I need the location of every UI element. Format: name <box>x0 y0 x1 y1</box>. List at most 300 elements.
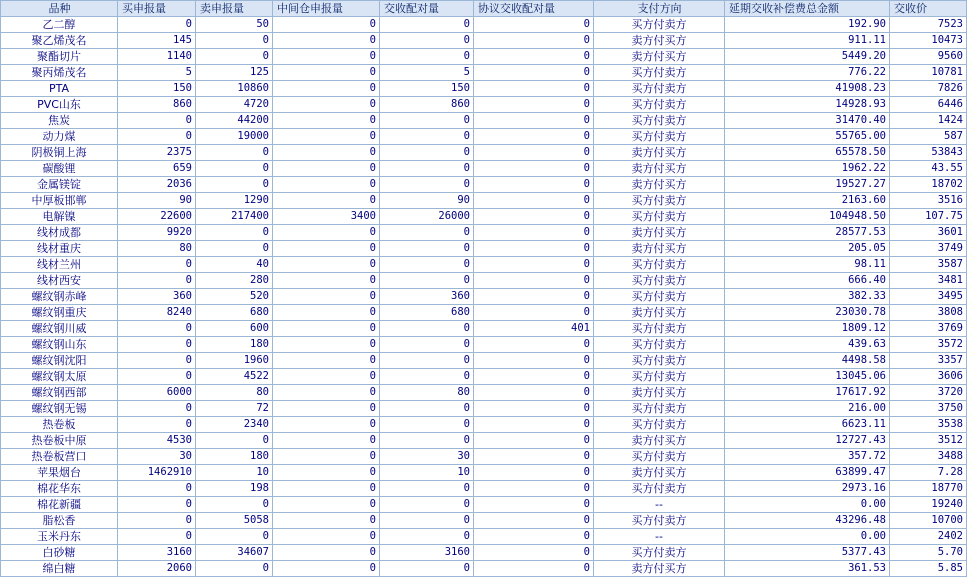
cell-buy-qty: 0 <box>118 481 196 497</box>
cell-agreement-qty: 0 <box>474 369 594 385</box>
cell-middle-qty: 0 <box>273 97 380 113</box>
cell-delivery-price: 7523 <box>890 17 967 33</box>
cell-buy-qty: 6000 <box>118 385 196 401</box>
cell-payment-direction: 卖方付买方 <box>594 561 725 577</box>
table-row <box>1 209 967 225</box>
cell-middle-qty: 0 <box>273 481 380 497</box>
header-payment-direction: 支付方向 <box>594 1 725 17</box>
cell-delivery-price: 18702 <box>890 177 967 193</box>
cell-variety: 乙二醇 <box>1 17 118 33</box>
cell-middle-qty: 0 <box>273 321 380 337</box>
cell-sell-qty: 0 <box>196 225 273 241</box>
cell-compensation-total: 43296.48 <box>725 513 890 529</box>
cell-sell-qty: 180 <box>196 449 273 465</box>
cell-buy-qty: 2060 <box>118 561 196 577</box>
cell-matched-qty: 0 <box>380 321 474 337</box>
cell-sell-qty: 10 <box>196 465 273 481</box>
cell-middle-qty: 0 <box>273 385 380 401</box>
cell-sell-qty: 5058 <box>196 513 273 529</box>
cell-delivery-price: 3769 <box>890 321 967 337</box>
cell-sell-qty: 50 <box>196 17 273 33</box>
cell-variety: 螺纹钢太原 <box>1 369 118 385</box>
cell-delivery-price: 9560 <box>890 49 967 65</box>
cell-variety: 螺纹钢无锡 <box>1 401 118 417</box>
table-row <box>1 65 967 81</box>
cell-agreement-qty: 0 <box>474 81 594 97</box>
header-agreement-qty: 协议交收配对量 <box>474 1 594 17</box>
cell-matched-qty: 0 <box>380 337 474 353</box>
cell-matched-qty: 0 <box>380 241 474 257</box>
cell-compensation-total: 382.33 <box>725 289 890 305</box>
header-buy-qty: 买申报量 <box>118 1 196 17</box>
header-middle-qty: 中间仓申报量 <box>273 1 380 17</box>
cell-buy-qty: 0 <box>118 417 196 433</box>
cell-delivery-price: 3750 <box>890 401 967 417</box>
cell-delivery-price: 3495 <box>890 289 967 305</box>
cell-sell-qty: 0 <box>196 561 273 577</box>
cell-buy-qty: 2375 <box>118 145 196 161</box>
cell-middle-qty: 0 <box>273 545 380 561</box>
cell-agreement-qty: 0 <box>474 33 594 49</box>
cell-compensation-total: 911.11 <box>725 33 890 49</box>
cell-agreement-qty: 0 <box>474 225 594 241</box>
cell-payment-direction: 买方付卖方 <box>594 113 725 129</box>
cell-buy-qty: 0 <box>118 369 196 385</box>
cell-variety: 电解镍 <box>1 209 118 225</box>
cell-compensation-total: 65578.50 <box>725 145 890 161</box>
cell-sell-qty: 0 <box>196 33 273 49</box>
cell-matched-qty: 90 <box>380 193 474 209</box>
cell-payment-direction: 卖方付买方 <box>594 49 725 65</box>
cell-payment-direction: 卖方付买方 <box>594 161 725 177</box>
cell-sell-qty: 600 <box>196 321 273 337</box>
cell-agreement-qty: 0 <box>474 273 594 289</box>
table-row <box>1 145 967 161</box>
header-delivery-price: 交收价 <box>890 1 967 17</box>
cell-buy-qty: 80 <box>118 241 196 257</box>
cell-buy-qty: 0 <box>118 497 196 513</box>
cell-variety: 脂松香 <box>1 513 118 529</box>
cell-middle-qty: 0 <box>273 433 380 449</box>
cell-middle-qty: 0 <box>273 17 380 33</box>
cell-buy-qty: 5 <box>118 65 196 81</box>
cell-compensation-total: 5377.43 <box>725 545 890 561</box>
cell-payment-direction: 买方付卖方 <box>594 193 725 209</box>
cell-matched-qty: 0 <box>380 33 474 49</box>
cell-agreement-qty: 0 <box>474 497 594 513</box>
cell-middle-qty: 0 <box>273 49 380 65</box>
cell-payment-direction: 买方付卖方 <box>594 289 725 305</box>
cell-delivery-price: 3488 <box>890 449 967 465</box>
cell-compensation-total: 205.05 <box>725 241 890 257</box>
cell-variety: 热卷板营口 <box>1 449 118 465</box>
table-row <box>1 465 967 481</box>
cell-agreement-qty: 0 <box>474 385 594 401</box>
cell-variety: 线材重庆 <box>1 241 118 257</box>
cell-buy-qty: 659 <box>118 161 196 177</box>
cell-payment-direction: -- <box>594 529 725 545</box>
cell-delivery-price: 107.75 <box>890 209 967 225</box>
cell-buy-qty: 2036 <box>118 177 196 193</box>
cell-compensation-total: 666.40 <box>725 273 890 289</box>
table-body <box>1 17 967 577</box>
cell-variety: 螺纹钢川威 <box>1 321 118 337</box>
cell-agreement-qty: 0 <box>474 449 594 465</box>
table-row <box>1 385 967 401</box>
cell-variety: 碳酸锂 <box>1 161 118 177</box>
cell-delivery-price: 3587 <box>890 257 967 273</box>
cell-variety: 线材兰州 <box>1 257 118 273</box>
cell-compensation-total: 104948.50 <box>725 209 890 225</box>
cell-delivery-price: 43.55 <box>890 161 967 177</box>
cell-delivery-price: 7.28 <box>890 465 967 481</box>
cell-matched-qty: 150 <box>380 81 474 97</box>
cell-middle-qty: 0 <box>273 497 380 513</box>
cell-sell-qty: 0 <box>196 161 273 177</box>
cell-variety: 螺纹钢西部 <box>1 385 118 401</box>
cell-delivery-price: 3606 <box>890 369 967 385</box>
cell-sell-qty: 0 <box>196 529 273 545</box>
cell-variety: 线材西安 <box>1 273 118 289</box>
cell-delivery-price: 3749 <box>890 241 967 257</box>
cell-payment-direction: 买方付卖方 <box>594 81 725 97</box>
cell-payment-direction: 卖方付买方 <box>594 225 725 241</box>
cell-compensation-total: 6623.11 <box>725 417 890 433</box>
table-row <box>1 113 967 129</box>
cell-payment-direction: 买方付卖方 <box>594 369 725 385</box>
cell-delivery-price: 5.85 <box>890 561 967 577</box>
cell-variety: 苹果烟台 <box>1 465 118 481</box>
cell-delivery-price: 2402 <box>890 529 967 545</box>
cell-agreement-qty: 0 <box>474 513 594 529</box>
cell-matched-qty: 860 <box>380 97 474 113</box>
cell-matched-qty: 0 <box>380 353 474 369</box>
cell-middle-qty: 0 <box>273 225 380 241</box>
cell-sell-qty: 44200 <box>196 113 273 129</box>
cell-agreement-qty: 0 <box>474 481 594 497</box>
table-row <box>1 161 967 177</box>
cell-agreement-qty: 0 <box>474 305 594 321</box>
cell-buy-qty: 8240 <box>118 305 196 321</box>
cell-agreement-qty: 0 <box>474 177 594 193</box>
cell-payment-direction: 卖方付买方 <box>594 145 725 161</box>
cell-matched-qty: 0 <box>380 225 474 241</box>
cell-buy-qty: 0 <box>118 401 196 417</box>
cell-delivery-price: 53843 <box>890 145 967 161</box>
cell-delivery-price: 5.70 <box>890 545 967 561</box>
cell-delivery-price: 7826 <box>890 81 967 97</box>
cell-variety: 阴极铜上海 <box>1 145 118 161</box>
cell-matched-qty: 10 <box>380 465 474 481</box>
cell-matched-qty: 80 <box>380 385 474 401</box>
cell-variety: 绵白糖 <box>1 561 118 577</box>
cell-sell-qty: 520 <box>196 289 273 305</box>
cell-middle-qty: 0 <box>273 449 380 465</box>
cell-delivery-price: 3512 <box>890 433 967 449</box>
cell-middle-qty: 0 <box>273 289 380 305</box>
cell-payment-direction: 买方付卖方 <box>594 97 725 113</box>
cell-delivery-price: 1424 <box>890 113 967 129</box>
cell-middle-qty: 0 <box>273 161 380 177</box>
table-row <box>1 49 967 65</box>
cell-variety: 螺纹钢山东 <box>1 337 118 353</box>
cell-buy-qty: 0 <box>118 353 196 369</box>
cell-compensation-total: 216.00 <box>725 401 890 417</box>
cell-middle-qty: 0 <box>273 81 380 97</box>
cell-matched-qty: 0 <box>380 529 474 545</box>
cell-compensation-total: 55765.00 <box>725 129 890 145</box>
table-row <box>1 241 967 257</box>
cell-middle-qty: 0 <box>273 129 380 145</box>
cell-sell-qty: 0 <box>196 49 273 65</box>
cell-middle-qty: 0 <box>273 353 380 369</box>
cell-variety: 动力煤 <box>1 129 118 145</box>
cell-matched-qty: 0 <box>380 273 474 289</box>
cell-buy-qty: 0 <box>118 129 196 145</box>
table-row <box>1 321 967 337</box>
cell-agreement-qty: 0 <box>474 465 594 481</box>
cell-delivery-price: 3538 <box>890 417 967 433</box>
cell-middle-qty: 0 <box>273 177 380 193</box>
cell-sell-qty: 0 <box>196 241 273 257</box>
cell-compensation-total: 98.11 <box>725 257 890 273</box>
cell-matched-qty: 0 <box>380 17 474 33</box>
cell-payment-direction: 买方付卖方 <box>594 209 725 225</box>
cell-buy-qty: 22600 <box>118 209 196 225</box>
cell-matched-qty: 3160 <box>380 545 474 561</box>
cell-middle-qty: 0 <box>273 369 380 385</box>
cell-compensation-total: 2163.60 <box>725 193 890 209</box>
cell-variety: 热卷板中原 <box>1 433 118 449</box>
cell-middle-qty: 0 <box>273 337 380 353</box>
cell-delivery-price: 10473 <box>890 33 967 49</box>
cell-matched-qty: 680 <box>380 305 474 321</box>
cell-variety: 聚乙烯茂名 <box>1 33 118 49</box>
cell-payment-direction: 买方付卖方 <box>594 545 725 561</box>
cell-sell-qty: 34607 <box>196 545 273 561</box>
cell-buy-qty: 0 <box>118 321 196 337</box>
cell-matched-qty: 0 <box>380 417 474 433</box>
cell-agreement-qty: 0 <box>474 145 594 161</box>
cell-payment-direction: 买方付卖方 <box>594 449 725 465</box>
cell-buy-qty: 4530 <box>118 433 196 449</box>
table-row <box>1 481 967 497</box>
cell-compensation-total: 41908.23 <box>725 81 890 97</box>
cell-delivery-price: 10781 <box>890 65 967 81</box>
cell-matched-qty: 0 <box>380 49 474 65</box>
cell-buy-qty: 0 <box>118 113 196 129</box>
cell-matched-qty: 0 <box>380 145 474 161</box>
cell-delivery-price: 587 <box>890 129 967 145</box>
cell-payment-direction: 卖方付买方 <box>594 241 725 257</box>
cell-compensation-total: 31470.40 <box>725 113 890 129</box>
cell-middle-qty: 0 <box>273 113 380 129</box>
cell-sell-qty: 0 <box>196 497 273 513</box>
cell-matched-qty: 0 <box>380 161 474 177</box>
table-row <box>1 257 967 273</box>
cell-agreement-qty: 0 <box>474 65 594 81</box>
cell-matched-qty: 0 <box>380 177 474 193</box>
cell-sell-qty: 217400 <box>196 209 273 225</box>
cell-compensation-total: 0.00 <box>725 497 890 513</box>
cell-payment-direction: 买方付卖方 <box>594 321 725 337</box>
cell-buy-qty: 1140 <box>118 49 196 65</box>
cell-sell-qty: 72 <box>196 401 273 417</box>
cell-sell-qty: 280 <box>196 273 273 289</box>
cell-buy-qty: 3160 <box>118 545 196 561</box>
table-row <box>1 81 967 97</box>
cell-payment-direction: 买方付卖方 <box>594 481 725 497</box>
cell-delivery-price: 6446 <box>890 97 967 113</box>
cell-delivery-price: 3601 <box>890 225 967 241</box>
cell-compensation-total: 776.22 <box>725 65 890 81</box>
table-row <box>1 545 967 561</box>
cell-agreement-qty: 0 <box>474 97 594 113</box>
cell-variety: 焦炭 <box>1 113 118 129</box>
cell-delivery-price: 3720 <box>890 385 967 401</box>
cell-matched-qty: 5 <box>380 65 474 81</box>
table-row <box>1 193 967 209</box>
cell-payment-direction: 买方付卖方 <box>594 17 725 33</box>
cell-variety: 白砂糖 <box>1 545 118 561</box>
cell-matched-qty: 0 <box>380 257 474 273</box>
cell-compensation-total: 17617.92 <box>725 385 890 401</box>
table-row <box>1 449 967 465</box>
cell-compensation-total: 439.63 <box>725 337 890 353</box>
cell-agreement-qty: 0 <box>474 289 594 305</box>
cell-matched-qty: 30 <box>380 449 474 465</box>
cell-variety: 金属镁锭 <box>1 177 118 193</box>
cell-agreement-qty: 0 <box>474 241 594 257</box>
cell-sell-qty: 1960 <box>196 353 273 369</box>
cell-payment-direction: 卖方付买方 <box>594 433 725 449</box>
cell-payment-direction: 卖方付买方 <box>594 305 725 321</box>
cell-compensation-total: 357.72 <box>725 449 890 465</box>
cell-payment-direction: 买方付卖方 <box>594 257 725 273</box>
cell-compensation-total: 23030.78 <box>725 305 890 321</box>
cell-variety: 线材成都 <box>1 225 118 241</box>
cell-sell-qty: 0 <box>196 177 273 193</box>
cell-variety: 中厚板邯郸 <box>1 193 118 209</box>
table-row <box>1 353 967 369</box>
table-row <box>1 33 967 49</box>
cell-sell-qty: 4720 <box>196 97 273 113</box>
cell-payment-direction: 卖方付买方 <box>594 385 725 401</box>
cell-agreement-qty: 0 <box>474 561 594 577</box>
table-row <box>1 17 967 33</box>
cell-matched-qty: 0 <box>380 513 474 529</box>
table-row <box>1 305 967 321</box>
cell-middle-qty: 0 <box>273 193 380 209</box>
cell-payment-direction: 买方付卖方 <box>594 417 725 433</box>
cell-buy-qty: 860 <box>118 97 196 113</box>
cell-compensation-total: 0.00 <box>725 529 890 545</box>
cell-buy-qty: 0 <box>118 17 196 33</box>
cell-variety: 聚酯切片 <box>1 49 118 65</box>
cell-agreement-qty: 0 <box>474 17 594 33</box>
cell-agreement-qty: 0 <box>474 417 594 433</box>
cell-variety: 聚丙烯茂名 <box>1 65 118 81</box>
cell-compensation-total: 2973.16 <box>725 481 890 497</box>
cell-middle-qty: 0 <box>273 465 380 481</box>
cell-delivery-price: 3516 <box>890 193 967 209</box>
cell-middle-qty: 0 <box>273 529 380 545</box>
cell-middle-qty: 0 <box>273 305 380 321</box>
cell-payment-direction: 卖方付买方 <box>594 33 725 49</box>
cell-middle-qty: 0 <box>273 33 380 49</box>
cell-compensation-total: 361.53 <box>725 561 890 577</box>
cell-agreement-qty: 0 <box>474 433 594 449</box>
table-row <box>1 97 967 113</box>
cell-agreement-qty: 0 <box>474 257 594 273</box>
table-row <box>1 417 967 433</box>
cell-buy-qty: 360 <box>118 289 196 305</box>
cell-sell-qty: 0 <box>196 433 273 449</box>
cell-payment-direction: 买方付卖方 <box>594 129 725 145</box>
cell-sell-qty: 0 <box>196 145 273 161</box>
header-variety: 品种 <box>1 1 118 17</box>
cell-middle-qty: 0 <box>273 401 380 417</box>
cell-compensation-total: 14928.93 <box>725 97 890 113</box>
cell-matched-qty: 0 <box>380 433 474 449</box>
cell-variety: 棉花新疆 <box>1 497 118 513</box>
cell-compensation-total: 12727.43 <box>725 433 890 449</box>
cell-agreement-qty: 0 <box>474 113 594 129</box>
cell-agreement-qty: 401 <box>474 321 594 337</box>
cell-compensation-total: 4498.58 <box>725 353 890 369</box>
table-row <box>1 401 967 417</box>
cell-middle-qty: 0 <box>273 145 380 161</box>
cell-buy-qty: 30 <box>118 449 196 465</box>
cell-agreement-qty: 0 <box>474 545 594 561</box>
table-row <box>1 129 967 145</box>
cell-buy-qty: 9920 <box>118 225 196 241</box>
table-row <box>1 433 967 449</box>
cell-middle-qty: 0 <box>273 257 380 273</box>
cell-middle-qty: 0 <box>273 513 380 529</box>
cell-agreement-qty: 0 <box>474 209 594 225</box>
cell-sell-qty: 680 <box>196 305 273 321</box>
cell-variety: 热卷板 <box>1 417 118 433</box>
cell-buy-qty: 90 <box>118 193 196 209</box>
cell-matched-qty: 26000 <box>380 209 474 225</box>
cell-agreement-qty: 0 <box>474 529 594 545</box>
cell-agreement-qty: 0 <box>474 49 594 65</box>
cell-sell-qty: 19000 <box>196 129 273 145</box>
cell-payment-direction: 买方付卖方 <box>594 513 725 529</box>
cell-middle-qty: 0 <box>273 65 380 81</box>
cell-delivery-price: 3481 <box>890 273 967 289</box>
cell-sell-qty: 180 <box>196 337 273 353</box>
cell-payment-direction: 买方付卖方 <box>594 273 725 289</box>
cell-matched-qty: 360 <box>380 289 474 305</box>
cell-variety: PVC山东 <box>1 97 118 113</box>
cell-sell-qty: 125 <box>196 65 273 81</box>
cell-delivery-price: 3808 <box>890 305 967 321</box>
cell-variety: 螺纹钢重庆 <box>1 305 118 321</box>
table-row <box>1 369 967 385</box>
cell-buy-qty: 145 <box>118 33 196 49</box>
cell-agreement-qty: 0 <box>474 193 594 209</box>
cell-agreement-qty: 0 <box>474 161 594 177</box>
header-sell-qty: 卖申报量 <box>196 1 273 17</box>
cell-sell-qty: 10860 <box>196 81 273 97</box>
table-row <box>1 529 967 545</box>
table-row <box>1 561 967 577</box>
table-row <box>1 289 967 305</box>
cell-compensation-total: 28577.53 <box>725 225 890 241</box>
header-compensation-total: 延期交收补偿费总金额 <box>725 1 890 17</box>
